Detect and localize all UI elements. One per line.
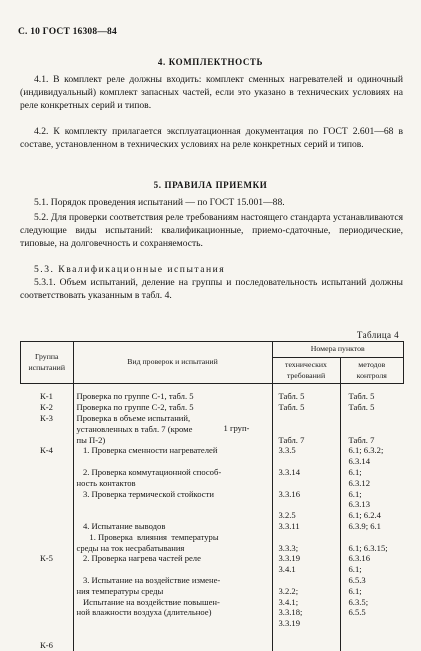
paragraph-5-3: 5.3. Квалификационные испытания <box>34 264 226 275</box>
table-4 <box>20 341 404 651</box>
table-body-row <box>21 384 404 651</box>
table-header-row <box>21 342 404 358</box>
paragraph-4-1: 4.1. В комплект реле должны входить: комплект сменных нагревателей и одиночный (индивидуальный) комплект запасных частей, если это указано в технических условиях на реле конкретных серий и типов. <box>20 74 403 111</box>
section-5-title: 5. ПРАВИЛА ПРИЕМКИ <box>153 180 268 190</box>
group-column: К-1 К-2 К-3 К-4 К-5 К-6 <box>40 391 53 650</box>
header-group: Группа испытаний <box>21 342 74 384</box>
header-requirements: технических требований <box>272 357 340 384</box>
header-methods: методов контроля <box>340 357 404 384</box>
paragraph-5-2: 5.2. Для проверки соответствия реле требованиям настоящего стандарта устанавливаются следующие виды испытаний: квалификационные, приемо-сдаточные, периодические, типовые, на долговечность и сохраняемость. <box>20 212 403 249</box>
table-caption: Таблица 4 <box>356 330 399 340</box>
paragraph-4-2: 4.2. К комплекту прилагается эксплуатационная документация по ГОСТ 2.601—68 в составе, установленном в технических условиях на реле конкретных серий и типов. <box>20 126 403 150</box>
test-type-aside: 1 груп- <box>223 423 250 434</box>
paragraph-5-1: 5.1. Порядок проведения испытаний — по ГОСТ 15.001—88. <box>34 197 285 208</box>
paragraph-5-3-1: 5.3.1. Объем испытаний, деление на группы и последовательность испытаний должны соответствовать указанным в табл. 4. <box>20 277 403 301</box>
test-type-column: Проверка по группе С-1, табл. 5 Проверка по группе С-2, табл. 5 Проверка в объеме испытаний, установленных в табл. 7 (кроме пы П-2) 1. Проверка сменности нагревателей 2. Проверка коммутационной способ- ность контактов 3. Проверка термической стойкости 4. Испытание выводов 1. Проверка влияния температуры среды на ток несрабатывания 2. Проверка нагрева частей реле 3. Испытание на воздействие измене- ния температуры среды Испытание на воздействие повышен- ной влажности воздуха (длительное) <box>76 391 222 618</box>
methods-column: Табл. 5 Табл. 5 Табл. 7 6.1; 6.3.2; 6.3.14 6.1; 6.3.12 6.1; 6.3.13 6.1; 6.2.4 6.3.9; 6.1 6.1; 6.3.15; 6.3.16 6.1; 6.5.3 6.1; 6.3.5; 6.5.5 <box>348 391 388 618</box>
header-points: Номера пунктов <box>272 342 404 358</box>
page-header: С. 10 ГОСТ 16308—84 <box>18 27 117 37</box>
header-type: Вид проверок и испытаний <box>73 342 272 384</box>
section-4-title: 4. КОМПЛЕКТНОСТЬ <box>157 57 264 67</box>
requirements-column: Табл. 5 Табл. 5 Табл. 7 3.3.5 3.3.14 3.3.16 3.2.5 3.3.11 3.3.3; 3.3.19 3.4.1 3.2.2; 3.4.1; 3.3.18; 3.3.19 <box>278 391 305 629</box>
